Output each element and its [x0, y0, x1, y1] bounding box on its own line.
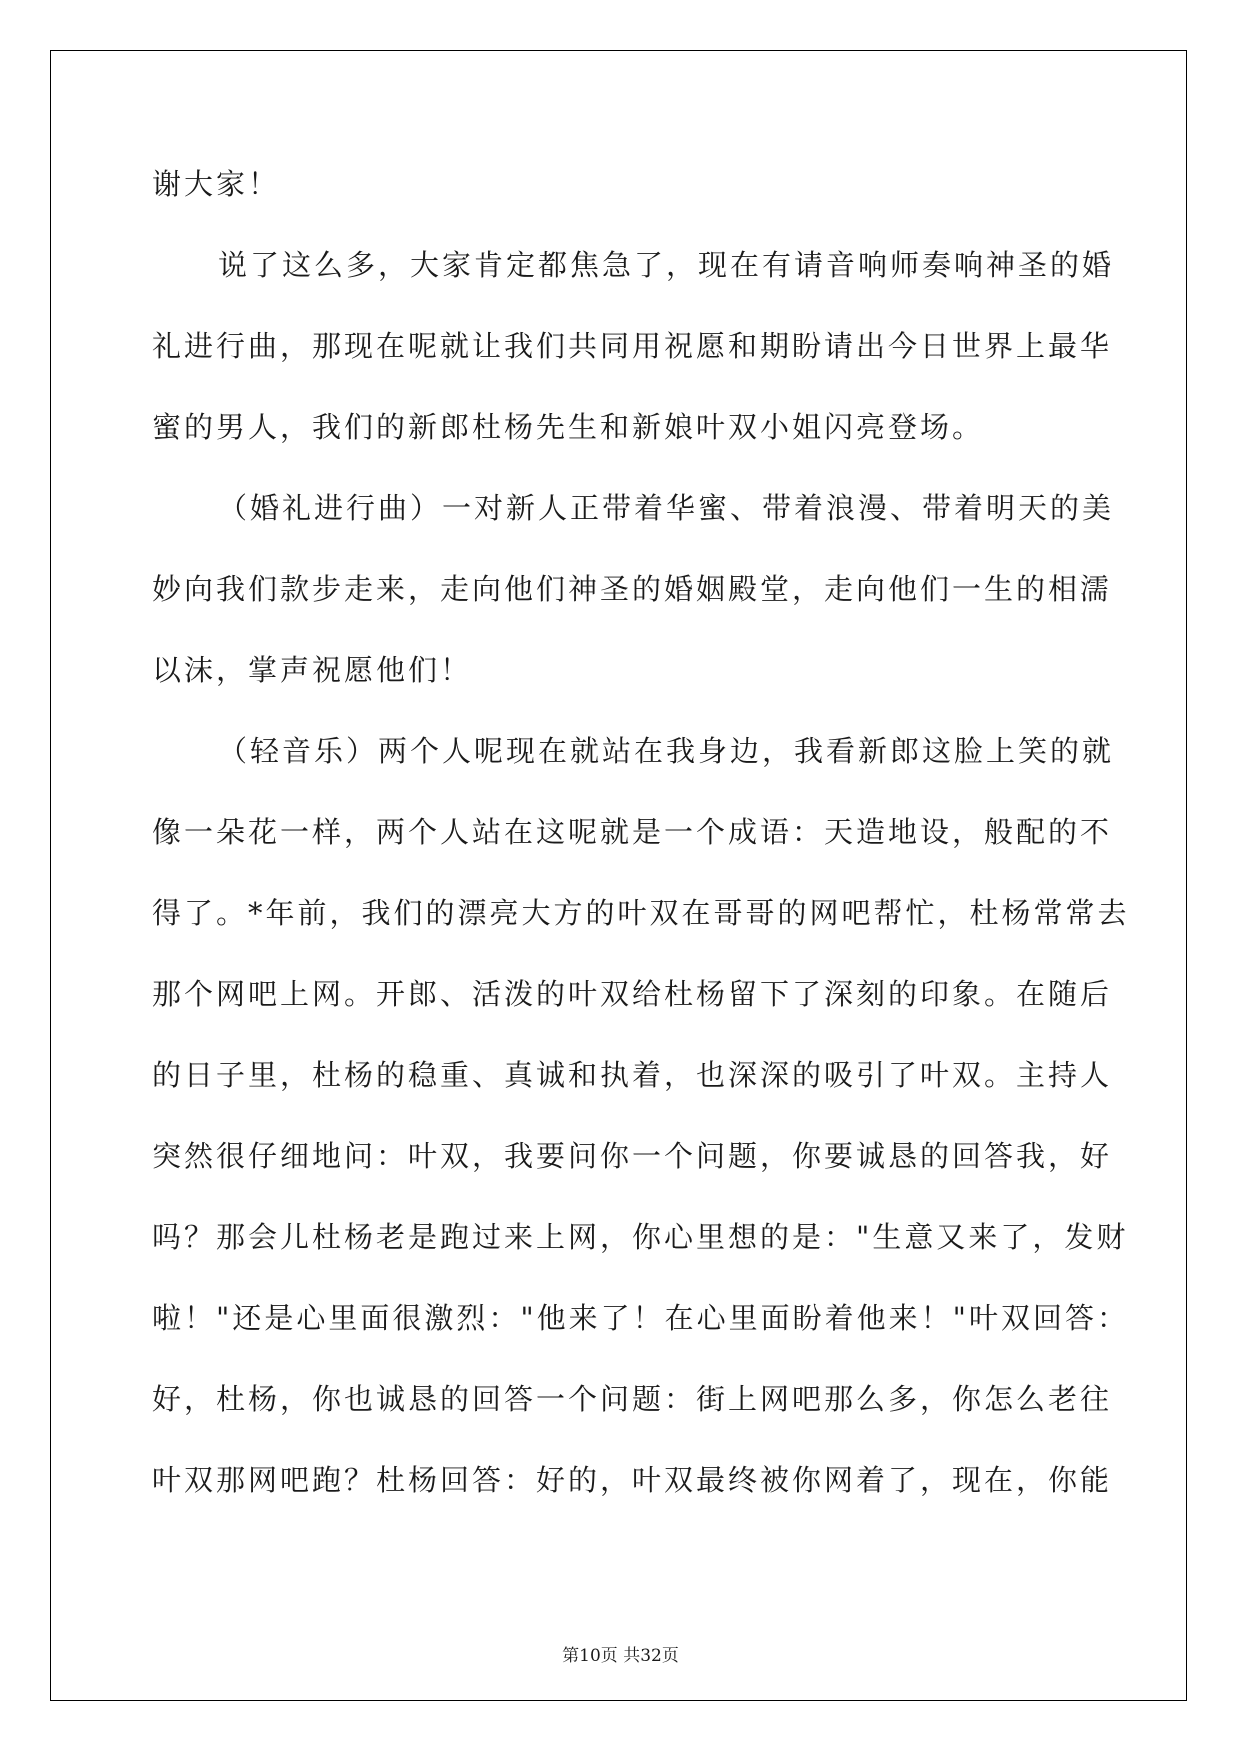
- text-line: 的日子里，杜杨的稳重、真诚和执着，也深深的吸引了叶双。主持人: [152, 1058, 1113, 1092]
- text-line: 说了这么多，大家肯定都焦急了，现在有请音响师奏响神圣的婚: [218, 248, 1115, 282]
- page-number-footer: 第10页 共32页: [562, 1646, 679, 1666]
- text-line: 吗？那会儿杜杨老是跑过来上网，你心里想的是："生意又来了，发财: [152, 1220, 1129, 1254]
- document-body: [152, 164, 1130, 1541]
- text-line: 叶双那网吧跑？杜杨回答：好的，叶双最终被你网着了，现在，你能: [152, 1463, 1113, 1497]
- text-line: （轻音乐）两个人呢现在就站在我身边，我看新郎这脸上笑的就: [218, 734, 1115, 768]
- text-line: 那个网吧上网。开郎、活泼的叶双给杜杨留下了深刻的印象。在随后: [152, 977, 1113, 1011]
- text-line: 蜜的男人，我们的新郎杜杨先生和新娘叶双小姐闪亮登场。: [152, 410, 985, 444]
- text-line: 妙向我们款步走来，走向他们神圣的婚姻殿堂，走向他们一生的相濡: [152, 572, 1113, 606]
- text-line: 谢大家！: [152, 167, 281, 201]
- text-line: 突然很仔细地问：叶双，我要问你一个问题，你要诚恳的回答我，好: [152, 1139, 1113, 1173]
- text-line: （婚礼进行曲）一对新人正带着华蜜、带着浪漫、带着明天的美: [218, 491, 1115, 525]
- text-line: 以沫，掌声祝愿他们！: [152, 653, 473, 687]
- text-line: 像一朵花一样，两个人站在这呢就是一个成语：天造地设，般配的不: [152, 815, 1113, 849]
- text-line: 礼进行曲，那现在呢就让我们共同用祝愿和期盼请出今日世界上最华: [152, 329, 1113, 363]
- text-line: 好，杜杨，你也诚恳的回答一个问题：街上网吧那么多，你怎么老往: [152, 1382, 1113, 1416]
- text-line: 啦！"还是心里面很激烈："他来了！在心里面盼着他来！"叶双回答：: [152, 1301, 1130, 1335]
- text-line: 得了。*年前，我们的漂亮大方的叶双在哥哥的网吧帮忙，杜杨常常去: [152, 896, 1130, 930]
